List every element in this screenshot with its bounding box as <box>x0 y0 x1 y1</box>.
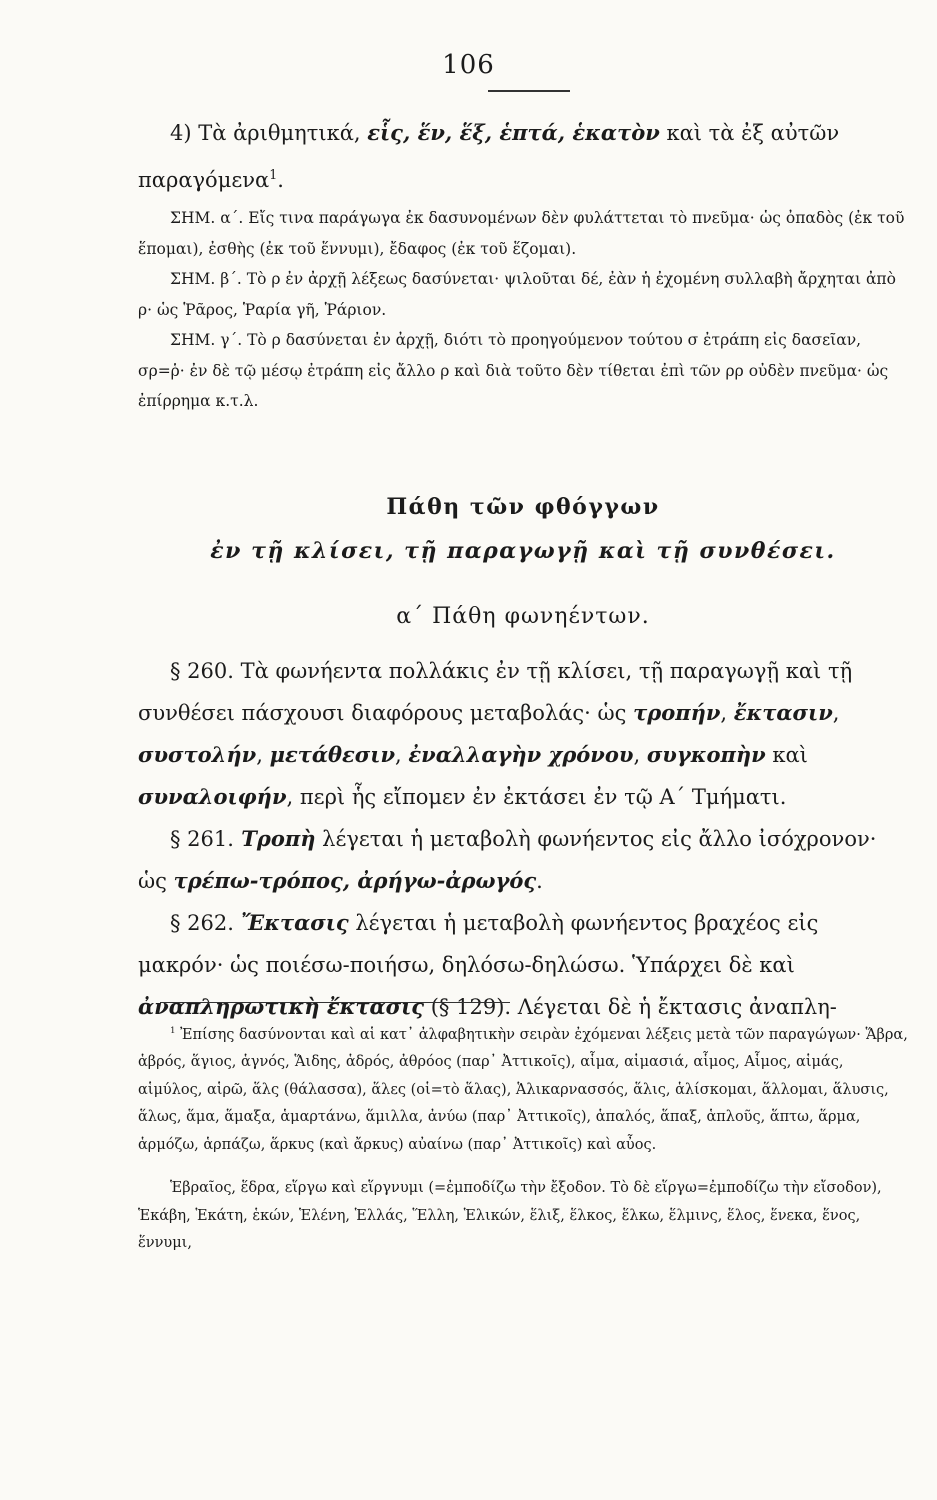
note-alpha: ΣΗΜ. α΄. Εἴς τινα παράγωγα ἐκ δασυνομένων δὲν φυλάττεται τὸ πνεῦμα· ὡς ὀπαδὸς (ἐκ τοῦ ἕπομαι), ἐσθὴς (ἐκ τοῦ ἕννυμι), ἔδαφος (ἐκ τοῦ ἕζομαι). <box>138 209 905 258</box>
section-262-number: § 262. <box>170 911 234 935</box>
sep: , <box>633 743 647 767</box>
sep: καὶ <box>765 743 808 767</box>
section-261-number: § 261. <box>170 827 234 851</box>
footnote-ref: 1 <box>269 167 278 182</box>
note-gamma: ΣΗΜ. γ΄. Τὸ ρ δασύνεται ἐν ἀρχῇ, διότι τὸ προηγούμενον τούτου σ ἐτράπη εἰς δασεῖαν, σρ=ῥ· ἐν δὲ τῷ μέσῳ ἐτράπη εἰς ἄλλο ρ καὶ διὰ τοῦτο δὲν τίθεται ἐπὶ τῶν ρρ οὐδὲν πνεῦμα· ὡς ἐπίρρημα κ.τ.λ. <box>138 331 889 410</box>
footnote-1 <box>138 1018 908 1159</box>
term-enallagi: ἐναλλαγὴν χρόνου <box>408 742 634 767</box>
sep: , <box>256 743 270 767</box>
footnotes <box>138 1018 908 1258</box>
section-260 <box>138 650 908 818</box>
term-metathesis: μετάθεσιν <box>269 742 396 767</box>
term-tropi: τροπήν <box>633 700 721 725</box>
footnote-rule <box>160 1002 510 1003</box>
sep: , <box>720 701 734 725</box>
section-262 <box>138 902 908 1028</box>
sep: , <box>395 743 409 767</box>
section-260-tail: , περὶ ἧς εἴπομεν ἐν ἐκτάσει ἐν τῷ Α΄ Τμήματι. <box>286 785 787 809</box>
heading-vowels: α΄ Πάθη φωνηέντων. <box>396 604 650 629</box>
section-261-text: λέγεται ἡ μεταβολὴ φωνήεντος εἰς ἄλλο ἰσόχρονον· ὡς <box>138 827 877 893</box>
term-synaloifi: συναλοιφήν <box>138 784 287 809</box>
section-261-end: . <box>536 869 543 893</box>
page-number-rule <box>488 90 570 92</box>
body-sections <box>138 650 908 1028</box>
section-260-number: § 260. <box>170 659 234 683</box>
section-261-examples: τρέπω-τρόπος, ἀρήγω-ἀρωγός <box>173 868 537 893</box>
section-261 <box>138 818 908 902</box>
term-synkopi: συγκοπὴν <box>646 742 766 767</box>
footnote-1-text: Ἐπίσης δασύνονται καὶ αἱ κατ᾽ ἀλφαβητικὴν σειρὰν ἐχόμεναι λέξεις μετὰ τῶν παραγώγων· Ἅβρα, ἁβρός, ἅγιος, ἁγνός, Ἅιδης, ἁδρός, ἀθρόος (παρ᾽ Ἀττικοῖς), αἷμα, αἱμασιά, αἷμος, Αἷμος, αἱμάς, αἱμύλος, αἱρῶ, ἅλς (θάλασσα), ἅλες (οἱ=τὸ ἅλας), Ἁλικαρνασσός, ἅλις, ἁλίσκομαι, ἅλλομαι, ἅλυσις, ἅλως, ἅμα, ἅμαξα, ἁμαρτάνω, ἅμιλλα, ἀνύω (παρ᾽ Ἀττικοῖς), ἁπαλός, ἅπαξ, ἁπλοῦς, ἅπτω, ἅρμα, ἁρμόζω, ἁρπάζω, ἅρκυς (καὶ ἄρκυς) αὐαίνω (παρ᾽ Ἀττικοῖς) καὶ αὖος. <box>138 1026 908 1153</box>
page-number: 106 <box>442 50 495 80</box>
footnote-continuation: Ἑβραῖος, ἕδρα, εἵργω καὶ εἵργνυμι (=ἐμποδίζω τὴν ἔξοδον. Τὸ δὲ εἵργω=ἐμποδίζω τὴν εἴσοδον), Ἑκάβη, Ἑκάτη, ἑκών, Ἑλένη, Ἑλλάς, Ἕλλη, Ἑλικών, ἕλιξ, ἕλκος, ἕλκω, ἕλμινς, ἕλος, ἕνεκα, ἕνος, ἕννυμι, <box>138 1180 882 1252</box>
heading-sub: ἐν τῇ κλίσει, τῇ παραγωγῇ καὶ τῇ συνθέσει. <box>210 538 836 564</box>
note-beta: ΣΗΜ. β΄. Τὸ ρ ἐν ἀρχῇ λέξεως δασύνεται· ψιλοῦται δέ, ἐὰν ἡ ἐχομένη συλλαβὴ ἄρχηται ἀπὸ ρ· ὡς Ῥᾶρος, Ῥαρία γῆ, Ῥάριον. <box>138 270 896 319</box>
term-systoli: συστολήν <box>138 742 257 767</box>
term-ektasis: ἔκτασιν <box>733 700 833 725</box>
item-4-numerals: εἷς, ἕν, ἕξ, ἑπτά, ἑκατὸν <box>367 120 660 145</box>
term-compensatory-lengthening: ἀναπληρωτικὴ ἔκτασις <box>138 994 425 1019</box>
section-260-text: Τὰ φωνήεντα πολλάκις ἐν τῇ κλίσει, τῇ παραγωγῇ καὶ τῇ συνθέσει πάσχουσι διαφόρους μεταβολάς· ὡς <box>138 659 853 725</box>
item-4-paragraph <box>138 112 908 201</box>
item-4 <box>138 112 908 201</box>
footnote-mark: 1 <box>170 1026 176 1036</box>
item-4-end: . <box>277 168 284 192</box>
term-tropi-def: Τροπὴ <box>233 826 316 851</box>
item-4-rest: καὶ τὰ ἐξ αὐτῶν παραγόμενα <box>138 121 840 192</box>
section-262-tail: (§ 129). Λέγεται δὲ ἡ ἔκτασις ἀναπλη- <box>424 995 837 1019</box>
section-262-text: λέγεται ἡ μεταβολὴ φωνήεντος βραχέος εἰς μακρόν· ὡς ποιέσω-ποιήσω, δηλόσω-δηλώσω. Ὑπάρχει δὲ καὶ <box>138 911 819 977</box>
section-heading <box>138 485 908 639</box>
sep: , <box>832 701 840 725</box>
item-4-lead: 4) Τὰ ἀριθμητικά, <box>170 121 368 145</box>
term-ektasis-def: Ἔκτασις <box>233 910 349 935</box>
notes-block <box>138 203 908 417</box>
heading-main: Πάθη τῶν φθόγγων <box>386 494 660 520</box>
